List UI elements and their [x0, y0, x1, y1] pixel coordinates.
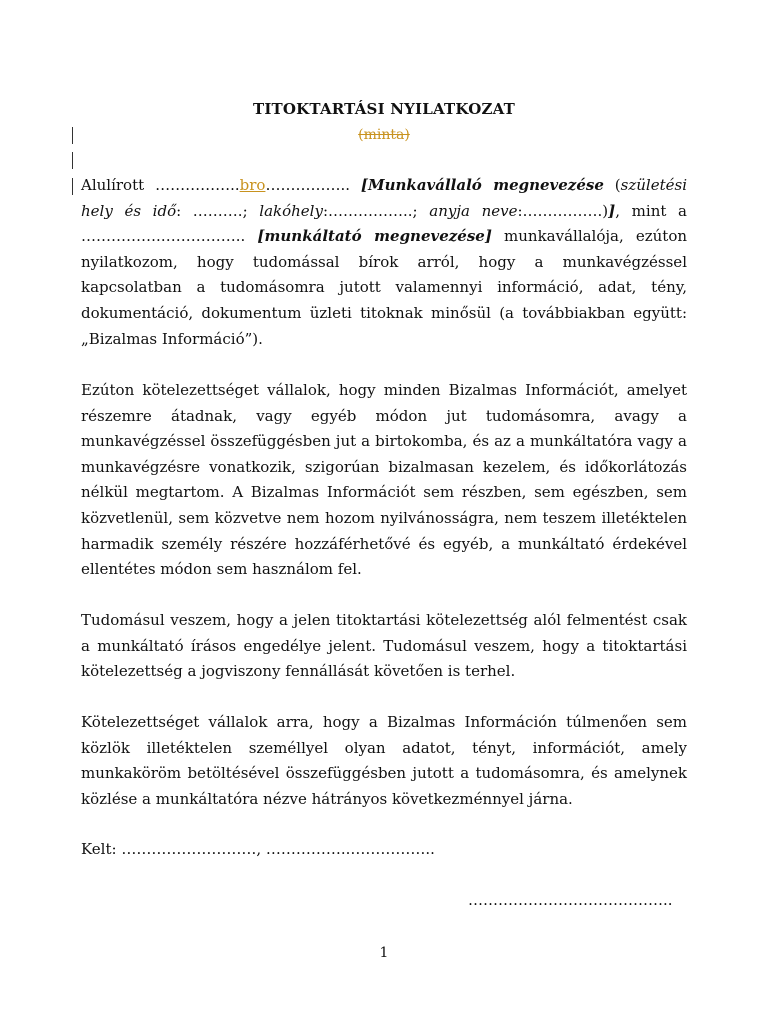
text-run: munkavállalója, ezúton nyilatkozom, hogy tudomással bírok arról, hogy a munkavégzéssel kapcsolatban a tudomásomra jutott valamennyi információ, adat, tény, dokumentáció, dokumentum üzleti titoknak minősül (a továbbiakban együtt: „Bizalmas Információ”). — [81, 227, 688, 348]
text-run: …………….. — [265, 176, 361, 194]
change-bar — [72, 152, 73, 169]
text-run: : ……….; — [176, 201, 260, 220]
address-label: lakóhely — [259, 201, 323, 220]
page-number: 1 — [379, 945, 389, 961]
document-title: TITOKTARTÁSI NYILATKOZAT — [252, 100, 516, 118]
text-run: Alulírott …………….. — [81, 176, 240, 194]
paragraph-release: Tudomásul veszem, hogy a jelen titoktartási kötelezettség alól felmentést csak a munkáltató írásos engedélye jelent. Tudomásul veszem, hogy a titoktartási kötelezettség a jogviszony fennállását követően is terhel. — [81, 611, 687, 681]
text-run: :……………..; — [322, 201, 430, 220]
text-run: ( — [603, 176, 621, 194]
signature-line: ………………………………….. — [468, 891, 673, 909]
mother-name-label: anyja neve — [429, 201, 518, 220]
birth-label: születési hely és idő — [81, 176, 687, 220]
employee-name-placeholder: [Munkavállaló megnevezése — [360, 176, 604, 194]
paragraph-intro — [81, 173, 687, 352]
document-subtitle-deleted: (minta) — [358, 127, 410, 143]
bracket-close: ] — [608, 201, 616, 220]
text-run: :…………….) — [517, 201, 609, 220]
employer-name-placeholder: [munkáltató megnevezése] — [257, 227, 492, 246]
tracked-insertion: bro — [239, 176, 266, 194]
change-bar — [72, 127, 73, 144]
paragraph-disclosure: Kötelezettséget vállalok arra, hogy a Bizalmas Információn túlmenően sem közlök illetéktelen személlyel olyan adatot, tényt, információt, amely munkaköröm betöltésével összefüggésben jutott a tudomásomra, és amelynek közlése a munkáltatóra nézve hátrányos következménnyel járna. — [81, 713, 687, 808]
change-bar — [72, 178, 73, 195]
text-run: , mint a …………….…………….. — [81, 201, 687, 246]
paragraph-obligation: Ezúton kötelezettséget vállalok, hogy minden Bizalmas Információt, amelyet részemre átadnak, vagy egyéb módon jut tudomásomra, avagy a munkavégzéssel összefüggésben jut a birtokomba, és az a munkáltatóra vagy a munkavégzésre vonatkozik, szigorúan bizalmasan kezelem, és időkorlátozás nélkül megtartom. A Bizalmas Információt sem részben, sem egészben, sem közvetlenül, sem közvetve nem hozom nyilvánosságra, nem teszem illetéktelen harmadik személy részére hozzáférhetővé és egyéb, a munkáltató érdekével ellentétes módon sem használom fel. — [81, 381, 687, 579]
date-place-line: Kelt: ………………………, ……………..…………….. — [81, 840, 435, 858]
